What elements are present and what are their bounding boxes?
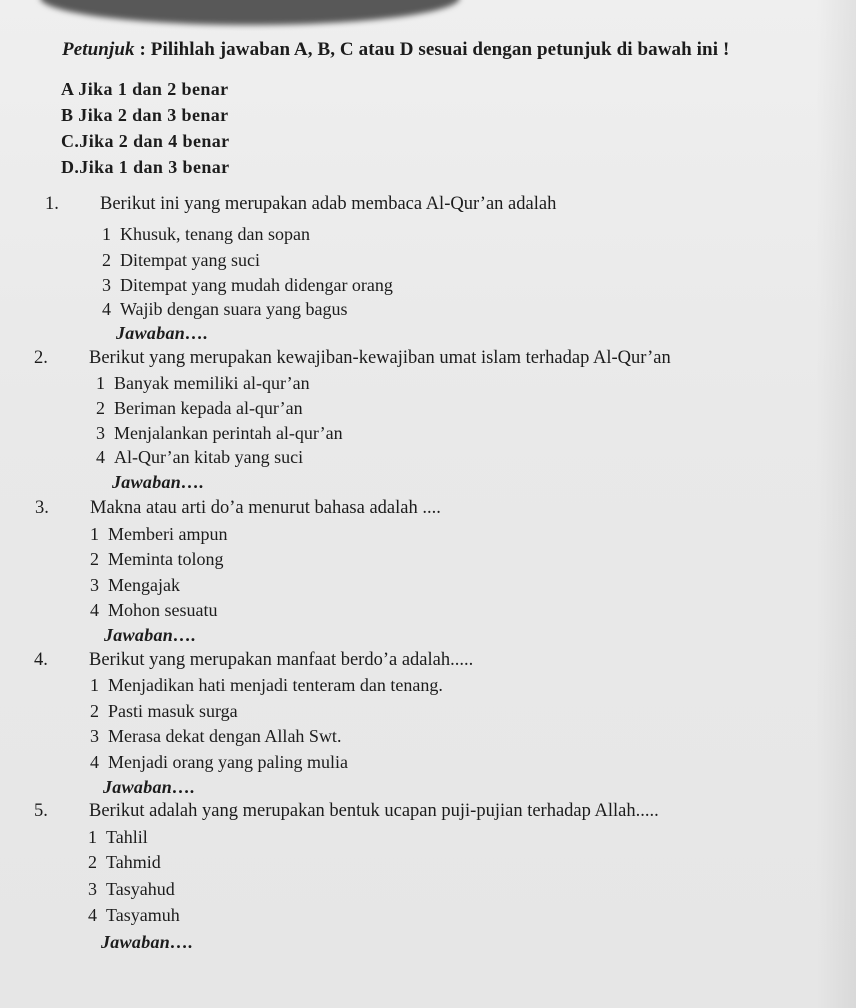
item-text: Tahlil (106, 827, 148, 847)
item-number: 2 (88, 852, 97, 872)
q4-item-1 (90, 675, 443, 696)
q5-item-4 (88, 905, 180, 926)
q1-item-3 (102, 275, 393, 296)
item-text: Mengajak (108, 575, 180, 595)
item-text: Ditempat yang suci (120, 250, 260, 270)
question-text: Berikut yang merupakan kewajiban-kewajiban umat islam terhadap Al-Qur’an (89, 348, 671, 368)
question-text: Berikut yang merupakan manfaat berdo’a adalah..... (89, 650, 474, 670)
item-text: Pasti masuk surga (108, 701, 238, 721)
option-a: A Jika 1 dan 2 benar (61, 79, 229, 99)
instruction-label: Petunjuk (62, 39, 135, 60)
item-number: 2 (102, 250, 111, 270)
question-number: 4. (34, 650, 48, 670)
option-c: C.Jika 2 dan 4 benar (61, 131, 230, 151)
item-number: 3 (88, 879, 97, 899)
q5-item-2 (88, 852, 161, 873)
item-text: Banyak memiliki al-qur’an (114, 373, 310, 393)
q1-item-2 (102, 250, 260, 271)
item-number: 3 (90, 575, 99, 595)
q3-answer: Jawaban…. (104, 625, 197, 645)
item-text: Menjalankan perintah al-qur’an (114, 423, 343, 443)
instruction-text: : Pilihlah jawaban A, B, C atau D sesuai dengan petunjuk di bawah ini ! (134, 39, 730, 60)
item-number: 1 (90, 675, 99, 695)
item-text: Tasyahud (106, 879, 175, 899)
q5-item-1 (88, 827, 148, 848)
item-text: Al-Qur’an kitab yang suci (114, 447, 304, 467)
item-text: Menjadikan hati menjadi tenteram dan tenang. (108, 675, 443, 695)
item-text: Beriman kepada al-qur’an (114, 398, 303, 418)
q3-item-2 (90, 549, 224, 570)
item-text: Menjadi orang yang paling mulia (108, 752, 348, 772)
option-b: B Jika 2 dan 3 benar (61, 105, 229, 125)
item-text: Memberi ampun (108, 524, 228, 544)
q3-item-4 (90, 600, 218, 621)
question-number: 1. (45, 194, 59, 214)
item-number: 4 (90, 600, 99, 620)
page-edge-shade (816, 0, 856, 1008)
instruction-line (62, 39, 729, 61)
item-number: 4 (102, 299, 111, 319)
item-number: 2 (96, 398, 105, 418)
q2-item-2 (96, 398, 303, 419)
q4-item-4 (90, 752, 348, 773)
q2-answer: Jawaban…. (112, 472, 205, 492)
question-text: Berikut ini yang merupakan adab membaca Al-Qur’an adalah (100, 194, 557, 214)
item-text: Tahmid (106, 852, 161, 872)
q2-item-4 (96, 447, 303, 468)
item-number: 3 (102, 275, 111, 295)
q2-item-3 (96, 423, 343, 444)
question-text: Makna atau arti do’a menurut bahasa adalah .... (90, 498, 441, 518)
item-text: Meminta tolong (108, 549, 224, 569)
item-number: 1 (96, 373, 105, 393)
item-text: Mohon sesuatu (108, 600, 218, 620)
item-number: 4 (90, 752, 99, 772)
q3-item-1 (90, 524, 227, 545)
item-number: 1 (90, 524, 99, 544)
question-text: Berikut adalah yang merupakan bentuk ucapan puji-pujian terhadap Allah..... (89, 801, 659, 821)
item-number: 1 (88, 827, 97, 847)
item-number: 1 (102, 224, 111, 244)
item-number: 2 (90, 549, 99, 569)
q1-answer: Jawaban…. (116, 323, 209, 343)
q5-answer: Jawaban…. (101, 932, 194, 952)
item-number: 4 (96, 447, 105, 467)
item-number: 3 (90, 726, 99, 746)
q4-item-3 (90, 726, 341, 747)
question-number: 5. (34, 801, 48, 821)
question-number: 2. (34, 348, 48, 368)
item-text: Khusuk, tenang dan sopan (120, 224, 310, 244)
item-number: 4 (88, 905, 97, 925)
item-text: Merasa dekat dengan Allah Swt. (108, 726, 342, 746)
q3-item-3 (90, 575, 180, 596)
item-number: 2 (90, 701, 99, 721)
q5-item-3 (88, 879, 175, 900)
q2-item-1 (96, 373, 310, 394)
question-number: 3. (35, 498, 49, 518)
option-d: D.Jika 1 dan 3 benar (61, 157, 230, 177)
q4-answer: Jawaban…. (103, 777, 196, 797)
q4-item-2 (90, 701, 238, 722)
q1-item-1 (102, 224, 310, 245)
q1-item-4 (102, 299, 347, 320)
item-text: Tasyamuh (106, 905, 180, 925)
item-text: Wajib dengan suara yang bagus (120, 299, 348, 319)
item-number: 3 (96, 423, 105, 443)
item-text: Ditempat yang mudah didengar orang (120, 275, 393, 295)
